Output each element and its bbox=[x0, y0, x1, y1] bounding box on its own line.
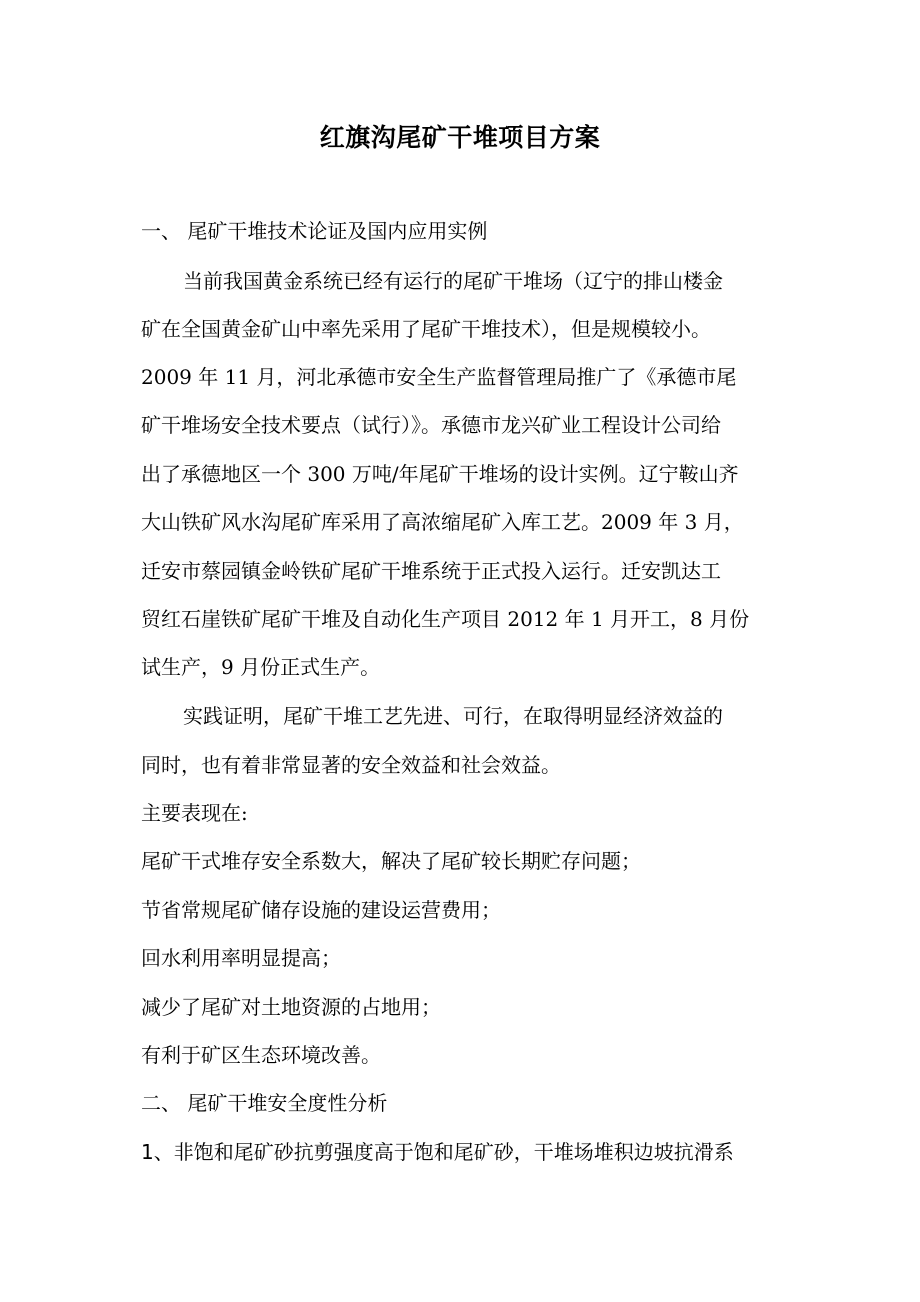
paragraph-1-line-2: 矿在全国黄金矿山中率先采用了尾矿干堆技术），但是规模较小。 bbox=[141, 317, 711, 341]
benefits-intro: 主要表现在: bbox=[141, 801, 248, 825]
benefit-item-2: 节省常规尾矿储存设施的建设运营费用； bbox=[141, 898, 501, 922]
paragraph-1-line-5: 出了承德地区一个 300 万吨/年尾矿干堆场的设计实例。辽宁鞍山齐 bbox=[141, 462, 739, 486]
paragraph-1-line-8: 贸红石崖铁矿尾矿干堆及自动化生产项目 2012 年 1 月开工，8 月份 bbox=[141, 607, 750, 631]
section-2-heading: 二、 尾矿干堆安全度性分析 bbox=[141, 1091, 388, 1115]
document-title: 红旗沟尾矿干堆项目方案 bbox=[319, 123, 601, 152]
benefit-item-4: 减少了尾矿对土地资源的占地用； bbox=[141, 995, 441, 1019]
paragraph-1-line-6: 大山铁矿风水沟尾矿库采用了高浓缩尾矿入库工艺。2009 年 3 月， bbox=[141, 510, 744, 534]
section-1-heading: 一、 尾矿干堆技术论证及国内应用实例 bbox=[141, 219, 488, 243]
paragraph-1-line-1: 当前我国黄金系统已经有运行的尾矿干堆场（辽宁的排山楼金 bbox=[183, 269, 723, 293]
paragraph-1-line-3: 2009 年 11 月，河北承德市安全生产监督管理局推广了《承德市尾 bbox=[141, 365, 737, 389]
paragraph-2-line-1: 实践证明，尾矿干堆工艺先进、可行，在取得明显经济效益的 bbox=[183, 704, 723, 728]
paragraph-1-line-4: 矿干堆场安全技术要点（试行）》。承德市龙兴矿业工程设计公司给 bbox=[141, 413, 721, 437]
section-2-item-1: 1、非饱和尾矿砂抗剪强度高于饱和尾矿砂，干堆场堆积边坡抗滑系 bbox=[141, 1140, 734, 1164]
benefit-item-5: 有利于矿区生态环境改善。 bbox=[141, 1043, 381, 1067]
benefit-item-1: 尾矿干式堆存安全系数大，解决了尾矿较长期贮存问题； bbox=[141, 849, 641, 873]
paragraph-1-line-9: 试生产，9 月份正式生产。 bbox=[141, 655, 381, 679]
paragraph-2-line-2: 同时，也有着非常显著的安全效益和社会效益。 bbox=[141, 753, 561, 777]
paragraph-1-line-7: 迁安市蔡园镇金岭铁矿尾矿干堆系统于正式投入运行。迁安凯达工 bbox=[141, 559, 721, 583]
benefit-item-3: 回水利用率明显提高； bbox=[141, 946, 341, 970]
